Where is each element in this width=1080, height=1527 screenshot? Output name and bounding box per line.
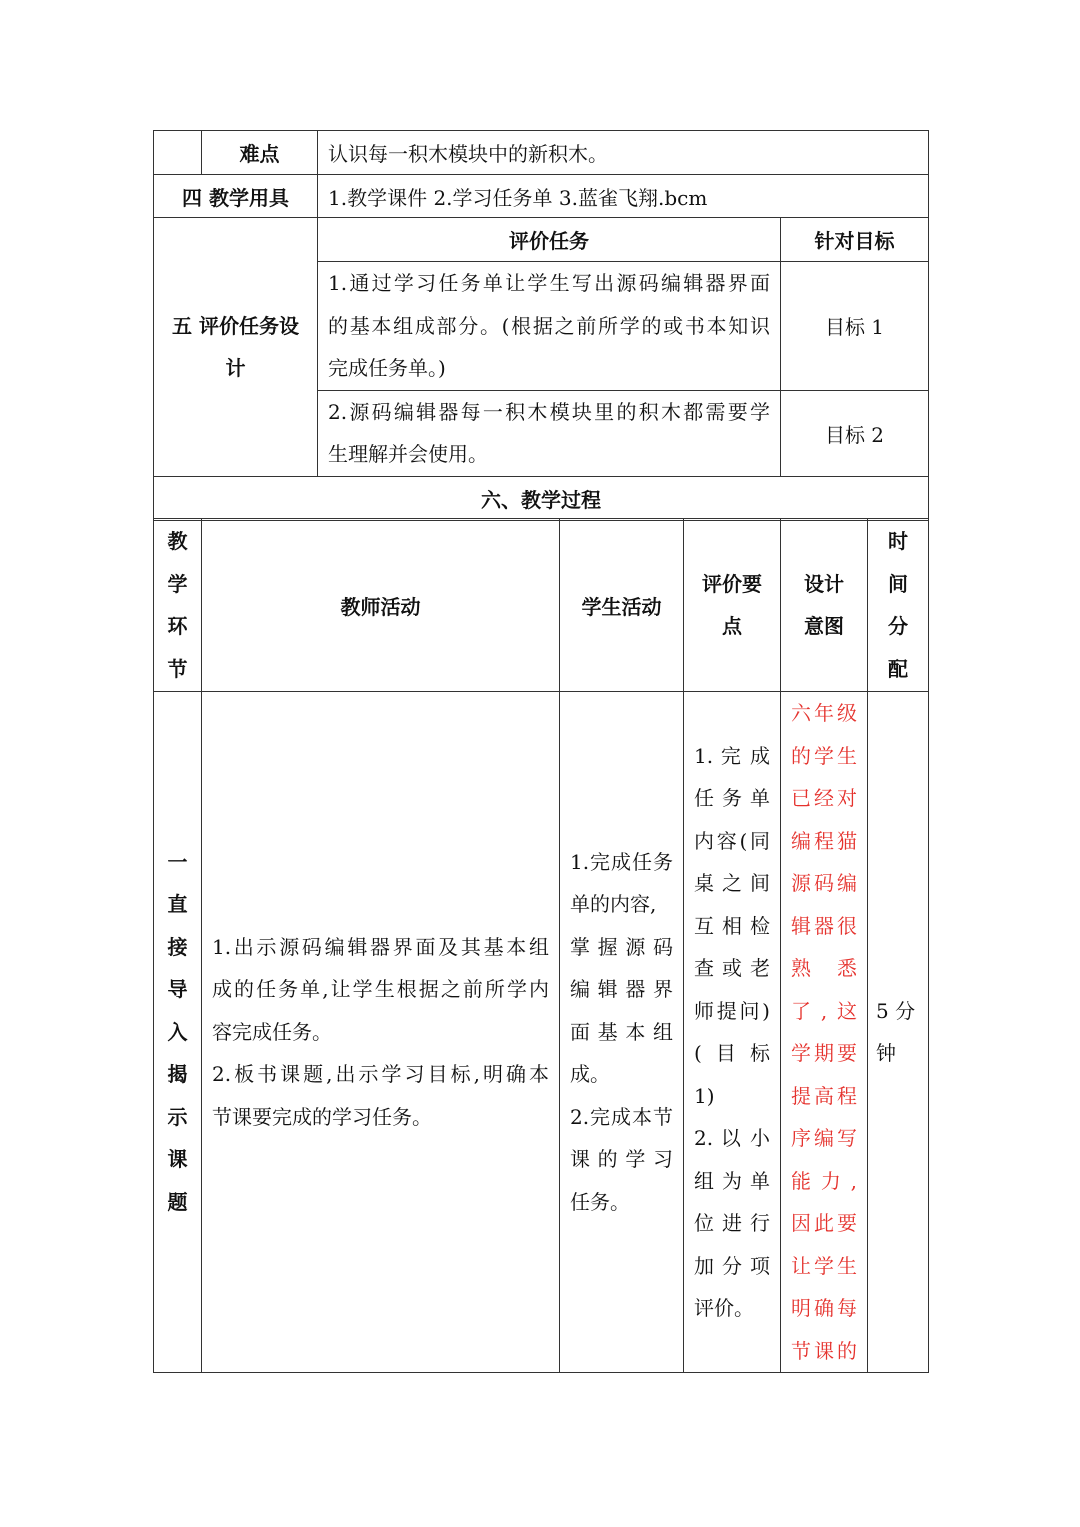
difficulty-row (154, 131, 929, 175)
evaluation-points-header: 评价要 点 (684, 519, 781, 692)
design-intent-cell: 六年级 的学生 已经对 编程猫 源码编 辑器很 熟 悉 了,这 学期要 提高程 序编写 能力, 因此要 让学生 明确每 节课的 (781, 692, 868, 1373)
evaluation-points-cell: 1. 完 成 任务单 内容(同 桌之间 互相检 查或老 师提问) (目标 1) 2. 以 小 组为单 位进行 加分项 评价。 (684, 692, 781, 1373)
tools-row (154, 175, 929, 218)
difficulty-content: 认识每一积木模块中的新积木。 (318, 131, 929, 175)
process-header-row (154, 519, 929, 692)
student-activity-cell: 1.完成任务 单的内容, 掌握源码 编辑器界 面基本组 成。 2.完成本节 课的学习 任务。 (560, 692, 684, 1373)
time-cell: 5 分 钟 (868, 692, 929, 1373)
evaluation-task-1: 1.通过学习任务单让学生写出源码编辑器界面 的基本组成部分。(根据之前所学的或书本知识 完成任务单。) (318, 262, 781, 391)
tools-content: 1.教学课件 2.学习任务单 3.蓝雀飞翔.bcm (318, 175, 929, 218)
evaluation-goal-1: 目标 1 (781, 262, 929, 391)
evaluation-task-header: 评价任务 (318, 218, 781, 262)
process-title-row (154, 476, 929, 520)
stage-header: 教 学 环 节 (154, 519, 202, 692)
design-intent-header: 设计 意图 (781, 519, 868, 692)
teacher-activity-header: 教师活动 (202, 519, 560, 692)
teacher-activity-cell: 1.出示源码编辑器界面及其基本组 成的任务单,让学生根据之前所学内 容完成任务。 2.板书课题,出示学习目标,明确本 节课要完成的学习任务。 (202, 692, 560, 1373)
evaluation-goal-header: 针对目标 (781, 218, 929, 262)
teaching-process-table (153, 518, 929, 1373)
process-row-intro (154, 692, 929, 1373)
blank-cell (154, 131, 202, 175)
evaluation-goal-2: 目标 2 (781, 390, 929, 476)
student-activity-header: 学生活动 (560, 519, 684, 692)
time-header: 时 间 分 配 (868, 519, 929, 692)
difficulty-label: 难点 (202, 131, 318, 175)
evaluation-header-row (154, 218, 929, 262)
process-title: 六、教学过程 (154, 476, 929, 520)
stage-intro-cell: 一 直 接 导 入 揭 示 课 题 (154, 692, 202, 1373)
tools-label: 四 教学用具 (154, 175, 318, 218)
evaluation-label: 五 评价任务设 计 (154, 218, 318, 477)
evaluation-task-2: 2.源码编辑器每一积木模块里的积木都需要学 生理解并会使用。 (318, 390, 781, 476)
lesson-info-table (153, 130, 929, 521)
